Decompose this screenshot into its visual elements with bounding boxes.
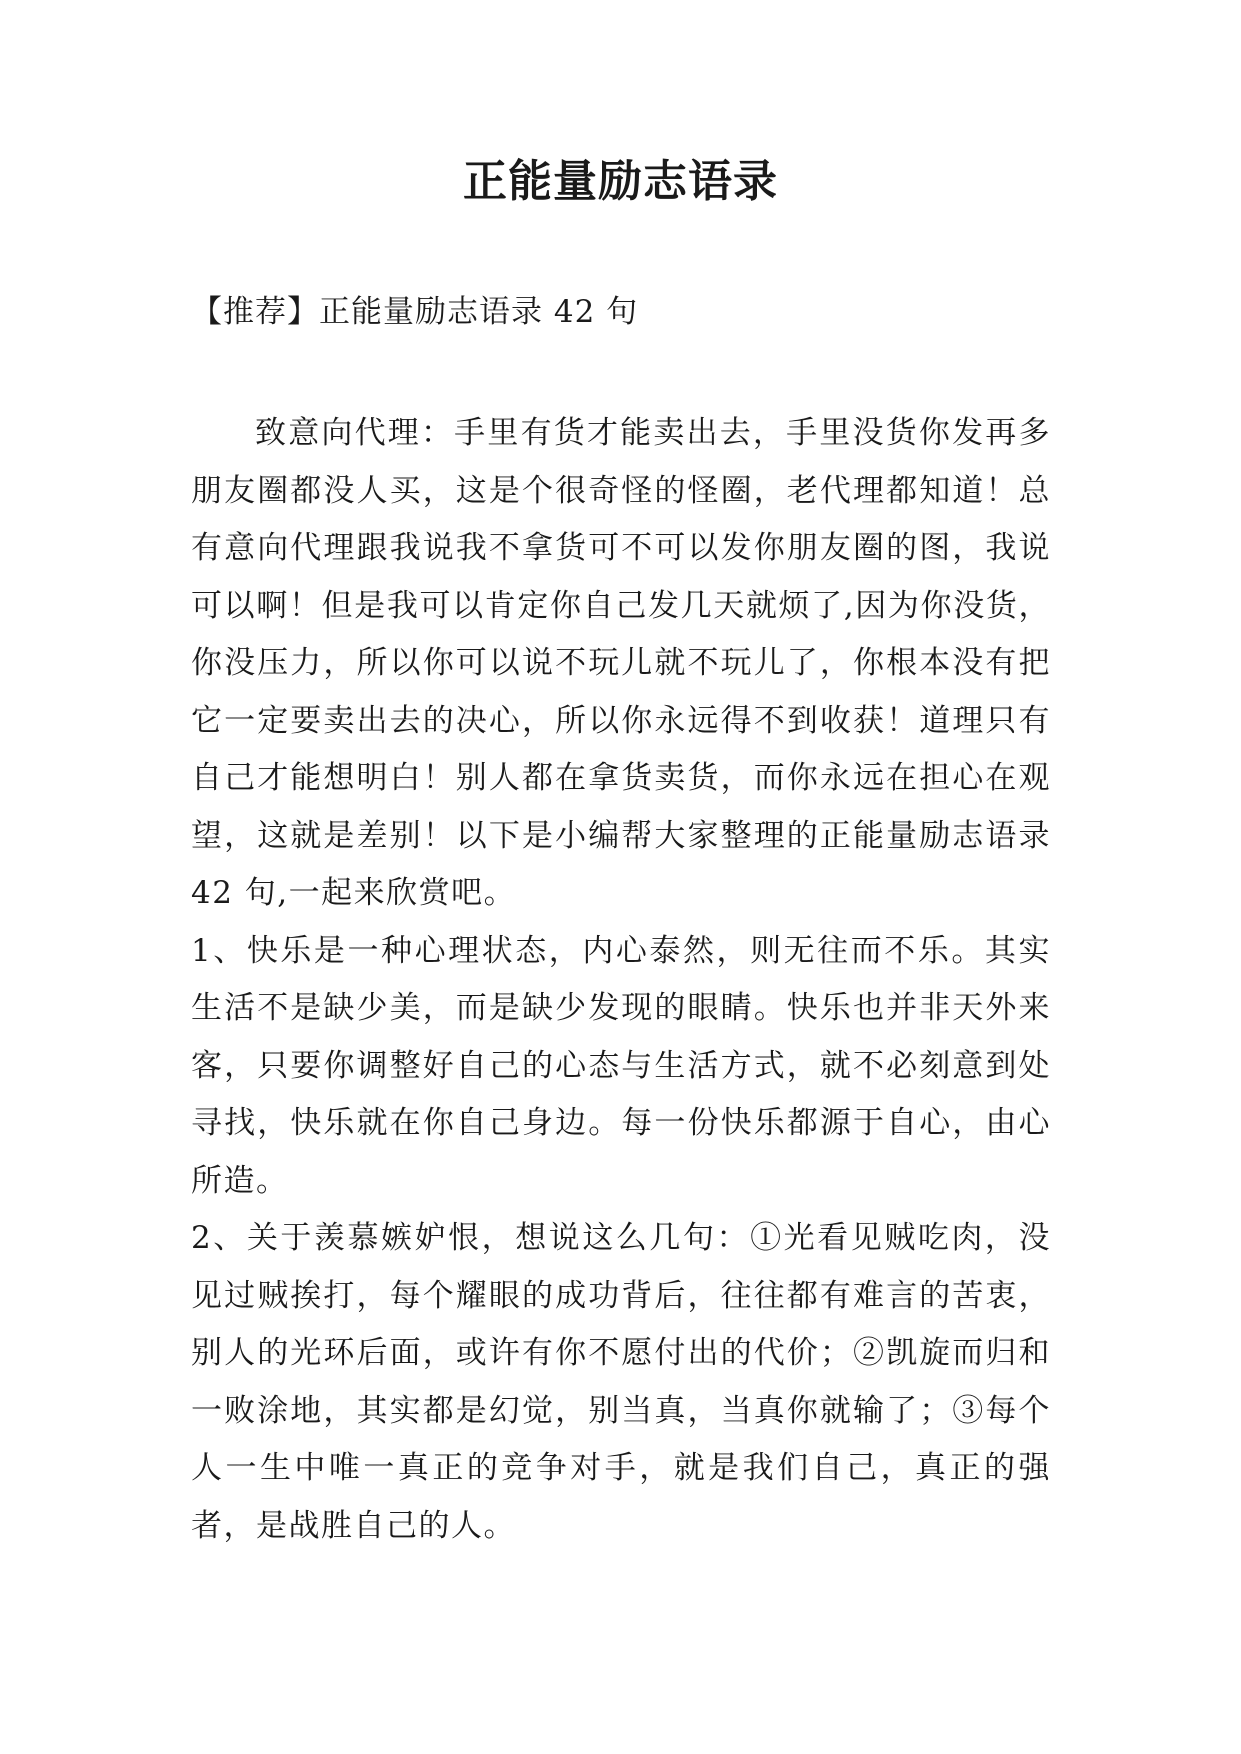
intro-paragraph: 致意向代理：手里有货才能卖出去，手里没货你发再多朋友圈都没人买，这是个很奇怪的怪圈，老代理都知道！总有意向代理跟我说我不拿货可不可以发你朋友圈的图，我说可以啊！但是我可以肯定你自己发几天就烦了,因为你没货，你没压力，所以你可以说不玩儿就不玩儿了，你根本没有把它一定要卖出去的决心，所以你永远得不到收获！道理只有自己才能想明白！别人都在拿货卖货，而你永远在担心在观望，这就是差别！以下是小编帮大家整理的正能量励志语录 42 句,一起来欣赏吧。 (191, 415, 1051, 911)
quote-paragraph-2: 2、关于羡慕嫉妒恨，想说这么几句：①光看见贼吃肉，没见过贼挨打，每个耀眼的成功背后，往往都有难言的苦衷，别人的光环后面，或许有你不愿付出的代价；②凯旋而归和一败涂地，其实都是幻觉，别当真，当真你就输了；③每个人一生中唯一真正的竞争对手，就是我们自己，真正的强者，是战胜自己的人。 (191, 1220, 1051, 1544)
quote-paragraph-1: 1、快乐是一种心理状态，内心泰然，则无往而不乐。其实生活不是缺少美，而是缺少发现的眼睛。快乐也并非天外来客，只要你调整好自己的心态与生活方式，就不必刻意到处寻找，快乐就在你自己身边。每一份快乐都源于自心，由心所造。 (191, 932, 1051, 1199)
document-title: 正能量励志语录 (463, 156, 778, 207)
document-body (191, 405, 1051, 1555)
document-subtitle: 【推荐】正能量励志语录 42 句 (191, 294, 639, 330)
